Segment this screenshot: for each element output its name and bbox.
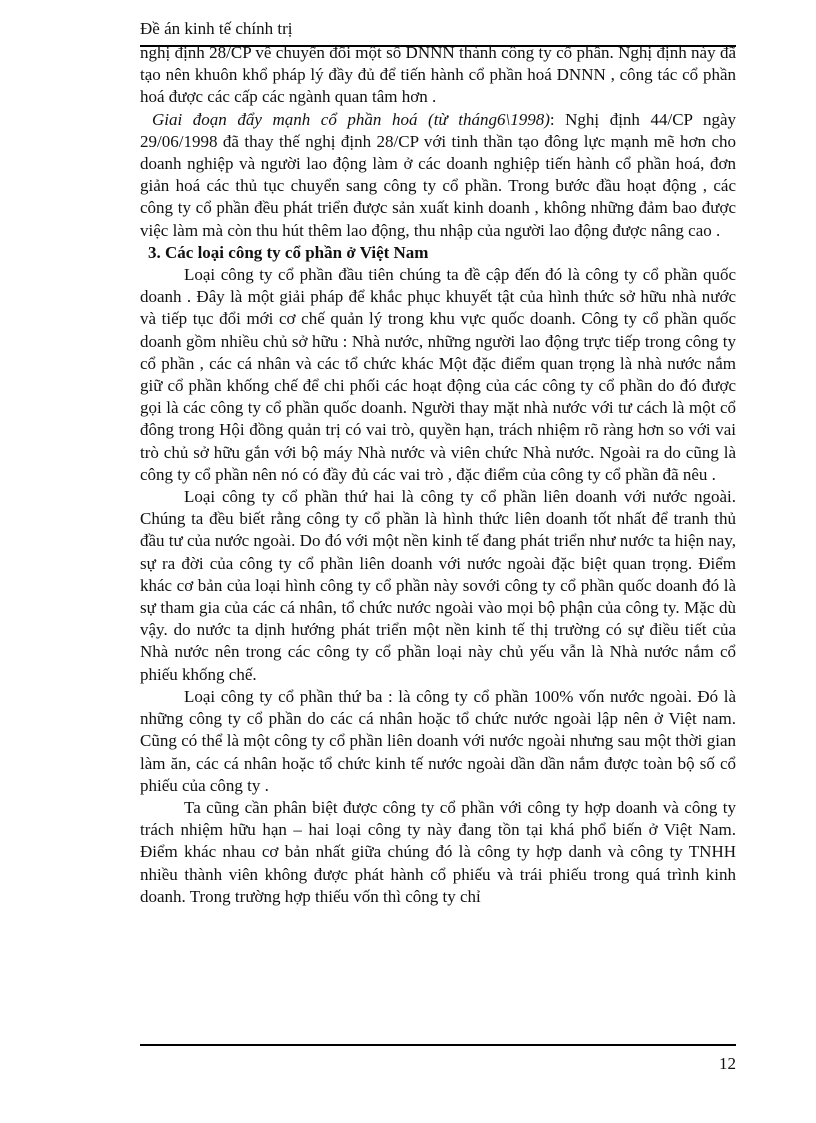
paragraph-2-text: : Nghị định 44/CP ngày 29/06/1998 đã thay thế nghị định 28/CP với tinh thần tạo đông lực mạnh mẽ hơn cho doanh nghiệp và người lao động làm ở các doanh nghiệp tiến hành cổ phần hoá, đơn giản hoá các thủ tục chuyển sang công ty cổ phần. Trong bước đầu hoạt động , các công ty cổ phần đều phát triển được sản xuất kinh doanh , không những đảm bao được việc làm mà còn thu hút thêm lao động, thu nhập của người lao động được nâng cao . xyxy=(140,109,736,240)
paragraph-2 xyxy=(140,109,736,242)
header-title: Đề án kinh tế chính trị xyxy=(140,19,293,38)
paragraph-1: nghị định 28/CP về chuyển đổi một số DNNN thành công ty cổ phần. Nghị định này đã tạo nên khuôn khổ pháp lý đầy đủ để tiến hành cổ phần hoá DNNN , công tác cổ phần hoá được các cấp các ngành quan tâm hơn . xyxy=(140,43,736,107)
section-heading: 3. Các loại công ty cổ phần ở Việt Nam xyxy=(148,242,429,262)
paragraph-5: Loại công ty cổ phần thứ ba : là công ty cổ phần 100% vốn nước ngoài. Đó là những công ty cổ phần do các cá nhân hoặc tổ chức nước ngoài lập nên ở Việt nam. Cũng có thể là một công ty cổ phần liên doanh với nước ngoài nhưng sau một thời gian làm ăn, các cá nhân hoặc tổ chức kinh tế nước ngoài dần dần nắm được toàn bộ số cổ phiếu của công ty . xyxy=(140,686,736,795)
document-body xyxy=(140,42,736,908)
footer-rule xyxy=(140,1044,736,1046)
page-number: 12 xyxy=(719,1054,736,1073)
paragraph-2-italic: Giai đoạn đẩy mạnh cổ phần hoá (từ tháng6\1998) xyxy=(152,109,550,129)
paragraph-6: Ta cũng cần phân biệt được công ty cổ phần với công ty hợp doanh và công ty trách nhiệm hữu hạn – hai loại công ty này đang tồn tại khá phổ biến ở Việt Nam. Điểm khác nhau cơ bản nhất giữa chúng đó là công ty hợp danh và công ty TNHH nhiều thành viên không được phát hành cổ phiếu và trái phiếu trong quá trình kinh doanh. Trong trường hợp thiếu vốn thì công ty chỉ xyxy=(140,797,736,906)
paragraph-3: Loại công ty cổ phần đầu tiên chúng ta đề cập đến đó là công ty cổ phần quốc doanh . Đây là một giải pháp để khắc phục khuyết tật của hình thức sở hữu nhà nước và tiếp tục đổi mới cơ chế quản lý trong khu vực quốc doanh. Công ty cổ phần quốc doanh gồm nhiều chủ sở hữu : Nhà nước, những người lao động trực tiếp trong công ty cổ phần , các cá nhân và các tổ chức khác Một đặc điểm quan trọng là nhà nước nắm giữ cổ phần khống chế để chi phối các hoạt động của các công ty cổ phần do đó được gọi là các công ty cổ phần quốc doanh. Người thay mặt nhà nước với tư cách là một cổ đông trong Hội đồng quản trị có vai trò, quyền hạn, trách nhiệm rõ ràng hơn so với vai trò chủ sở hữu gắn với bộ máy Nhà nước và viên chức Nhà nước. Ngoài ra do cũng là công ty cổ phần nên nó có đầy đủ các vai trò , đặc điểm của công ty cổ phần đã nêu . xyxy=(140,265,736,484)
paragraph-4: Loại công ty cổ phần thứ hai là công ty cổ phần liên doanh với nước ngoài. Chúng ta đều biết rằng công ty cổ phần là hình thức liên doanh tốt nhất để tranh thủ đầu tư của nước ngoài. Do đó với một nền kinh tế đang phát triển như nước ta hiện nay, sự ra đời của công ty cổ phần liên doanh với nước ngoài đặc biệt quan trọng. Điểm khác cơ bản của loại hình công ty cổ phần này sovới công ty cổ phần quốc doanh đó là sự tham gia của các cá nhân, tổ chức nước ngoài vào mọi bộ phận của công ty. Mặc dù vậy. do nước ta dịnh hướng phát triển một nền kinh tế thị trường có sự điều tiết của Nhà nước nên trong các công ty cổ phần loại này chủ yếu vẫn là Nhà nước nắm cổ phiếu khống chế. xyxy=(140,487,736,684)
